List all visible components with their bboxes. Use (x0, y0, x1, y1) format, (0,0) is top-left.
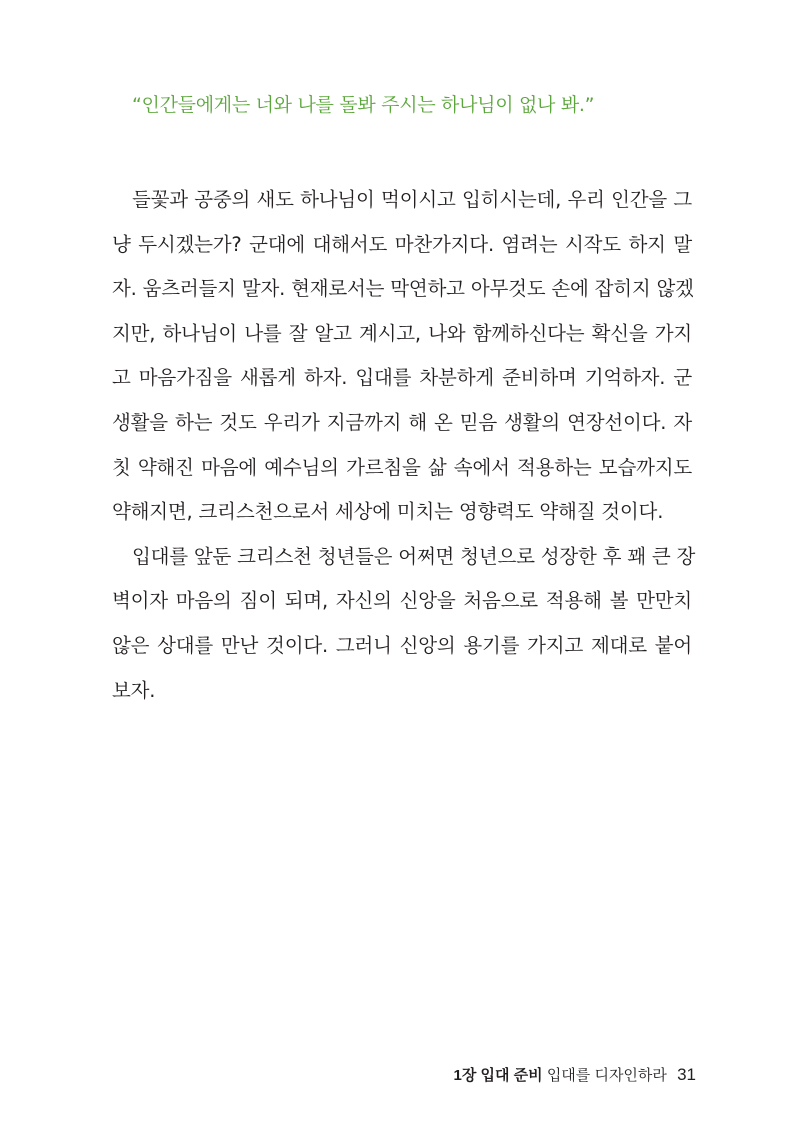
footer-chapter: 1장 입대 준비 (453, 1067, 543, 1084)
paragraph-2-line-2: 벽이자 마음의 짐이 되며, 자신의 신앙을 처음으로 적용해 볼 만만치 (112, 589, 692, 613)
paragraph-2-line-3: 않은 상대를 만난 것이다. 그러니 신앙의 용기를 가지고 제대로 붙어 (112, 633, 692, 657)
page-footer (454, 1064, 697, 1085)
paragraph-2-line-4: 보자. (112, 678, 156, 702)
footer-title: 입대를 디자인하라 (546, 1067, 667, 1084)
paragraph-1-line-8: 약해지면, 크리스천으로서 세상에 미치는 영향력도 약해질 것이다. (112, 500, 664, 524)
paragraph-1-line-7: 칫 약해진 마음에 예수님의 가르침을 삶 속에서 적용하는 모습까지도 (112, 455, 692, 479)
body-text (112, 178, 696, 713)
paragraph-1-line-3: 자. 움츠러들지 말자. 현재로서는 막연하고 아무것도 손에 잡히지 않겠 (112, 277, 694, 301)
page-number: 31 (677, 1065, 696, 1084)
paragraph-1-line-4: 지만, 하나님이 나를 잘 알고 계시고, 나와 함께하신다는 확신을 가지 (112, 321, 692, 345)
paragraph-2-line-1: 입대를 앞둔 크리스천 청년들은 어쩌면 청년으로 성장한 후 꽤 큰 장 (132, 544, 696, 568)
paragraph-1-line-2: 냥 두시겠는가? 군대에 대해서도 마찬가지다. 염려는 시작도 하지 말 (112, 232, 692, 256)
epigraph-quote: “인간들에게는 너와 나를 돌봐 주시는 하나님이 없나 봐.” (132, 94, 595, 116)
paragraph-1-line-5: 고 마음가짐을 새롭게 하자. 입대를 차분하게 준비하며 기억하자. 군 (112, 366, 692, 390)
paragraph-1-line-6: 생활을 하는 것도 우리가 지금까지 해 온 믿음 생활의 연장선이다. 자 (112, 410, 692, 434)
paragraph-1-line-1: 들꽃과 공중의 새도 하나님이 먹이시고 입히시는데, 우리 인간을 그 (132, 188, 692, 211)
